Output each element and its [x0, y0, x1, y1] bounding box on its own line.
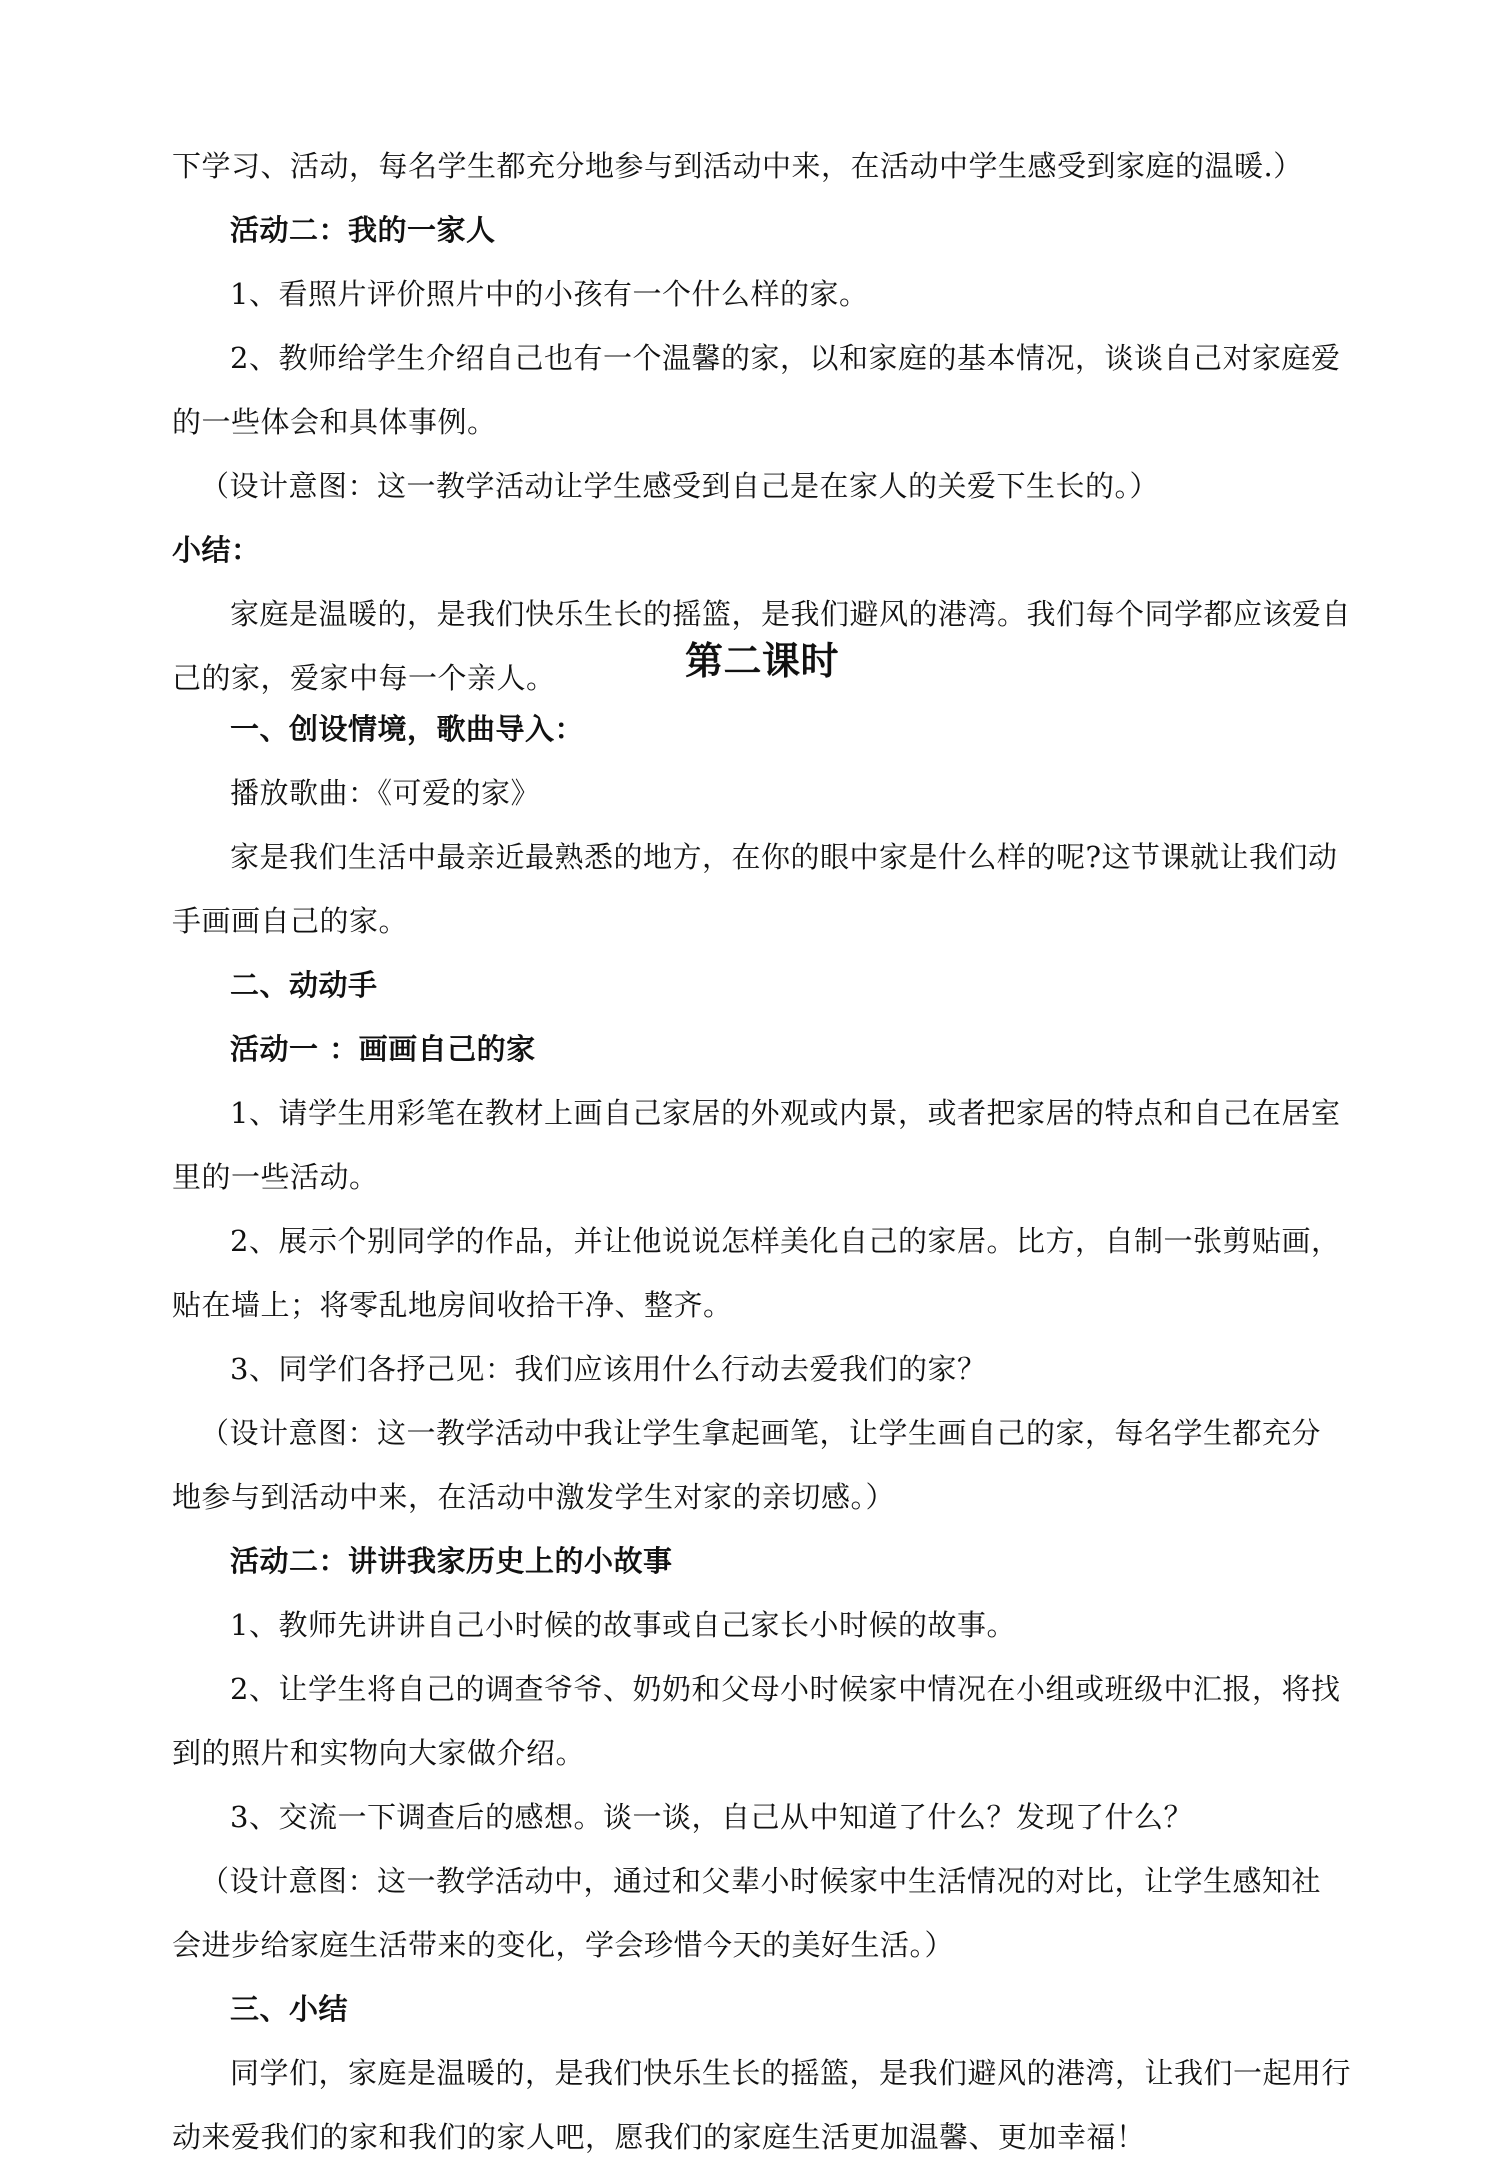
list-item: 1、教师先讲讲自己小时候的故事或自己家长小时候的故事。 — [230, 1608, 1016, 1642]
design-intent-note: （设计意图：这一教学活动中我让学生拿起画笔，让学生画自己的家，每名学生都充分 — [200, 1416, 1322, 1450]
closing-paragraph-continuation: 动来爱我们的家和我们的家人吧，愿我们的家庭生活更加温馨、更加幸福！ — [172, 2120, 1146, 2154]
intro-paragraph: 家是我们生活中最亲近最熟悉的地方，在你的眼中家是什么样的呢?这节课就让我们动 — [230, 840, 1338, 874]
list-item: 2、展示个别同学的作品，并让他说说怎样美化自己的家居。比方，自制一张剪贴画， — [230, 1224, 1341, 1258]
list-item-continuation: 贴在墙上；将零乱地房间收拾干净、整齐。 — [172, 1288, 733, 1322]
lesson-two-title: 第二课时 — [684, 639, 839, 683]
section-one-heading: 一、创设情境，歌曲导入： — [230, 712, 585, 746]
list-item: 1、请学生用彩笔在教材上画自己家居的外观或内景，或者把家居的特点和自己在居室 — [230, 1096, 1341, 1130]
design-intent-note: （设计意图：这一教学活动让学生感受到自己是在家人的关爱下生长的。） — [200, 469, 1160, 503]
summary-paragraph: 家庭是温暖的，是我们快乐生长的摇篮，是我们避风的港湾。我们每个同学都应该爱自 — [230, 597, 1352, 631]
summary-heading: 小结： — [172, 533, 261, 567]
lesson-two-section — [172, 697, 1352, 2169]
lesson-two-title-block — [172, 627, 1352, 695]
list-item: 2、让学生将自己的调查爷爷、奶奶和父母小时候家中情况在小组或班级中汇报，将找 — [230, 1672, 1341, 1706]
list-item: 1、看照片评价照片中的小孩有一个什么样的家。 — [230, 277, 869, 311]
section-two-heading: 二、动动手 — [230, 968, 378, 1002]
summary-paragraph-continuation: 己的家，爱家中每一个亲人。 — [172, 661, 556, 695]
activity-two-heading: 活动二：我的一家人 — [230, 213, 496, 247]
list-item: 3、交流一下调查后的感想。谈一谈，自己从中知道了什么？发现了什么？ — [230, 1800, 1193, 1834]
list-item: 3、同学们各抒己见：我们应该用什么行动去爱我们的家？ — [230, 1352, 987, 1386]
closing-paragraph: 同学们，家庭是温暖的，是我们快乐生长的摇篮，是我们避风的港湾，让我们一起用行 — [230, 2056, 1352, 2090]
lesson-one-section — [172, 134, 1352, 710]
list-item-continuation: 的一些体会和具体事例。 — [172, 405, 497, 439]
activity-two-story-heading: 活动二：讲讲我家历史上的小故事 — [230, 1544, 673, 1578]
design-intent-note-continuation: 会进步给家庭生活带来的变化，学会珍惜今天的美好生活。） — [172, 1928, 955, 1962]
design-intent-note: （设计意图：这一教学活动中，通过和父辈小时候家中生活情况的对比，让学生感知社 — [200, 1864, 1322, 1898]
design-intent-note-continuation: 地参与到活动中来，在活动中激发学生对家的亲切感。） — [172, 1480, 896, 1514]
paragraph-line: 下学习、活动，每名学生都充分地参与到活动中来，在活动中学生感受到家庭的温暖.） — [172, 149, 1303, 183]
list-item-continuation: 里的一些活动。 — [172, 1160, 379, 1194]
list-item-continuation: 到的照片和实物向大家做介绍。 — [172, 1736, 586, 1770]
section-three-heading: 三、小结 — [230, 1992, 349, 2026]
song-line: 播放歌曲：《可爱的家》 — [230, 776, 541, 810]
intro-paragraph-continuation: 手画画自己的家。 — [172, 904, 409, 938]
activity-one-heading: 活动一 ：画画自己的家 — [230, 1032, 536, 1066]
list-item: 2、教师给学生介绍自己也有一个温馨的家，以和家庭的基本情况，谈谈自己对家庭爱 — [230, 341, 1341, 375]
